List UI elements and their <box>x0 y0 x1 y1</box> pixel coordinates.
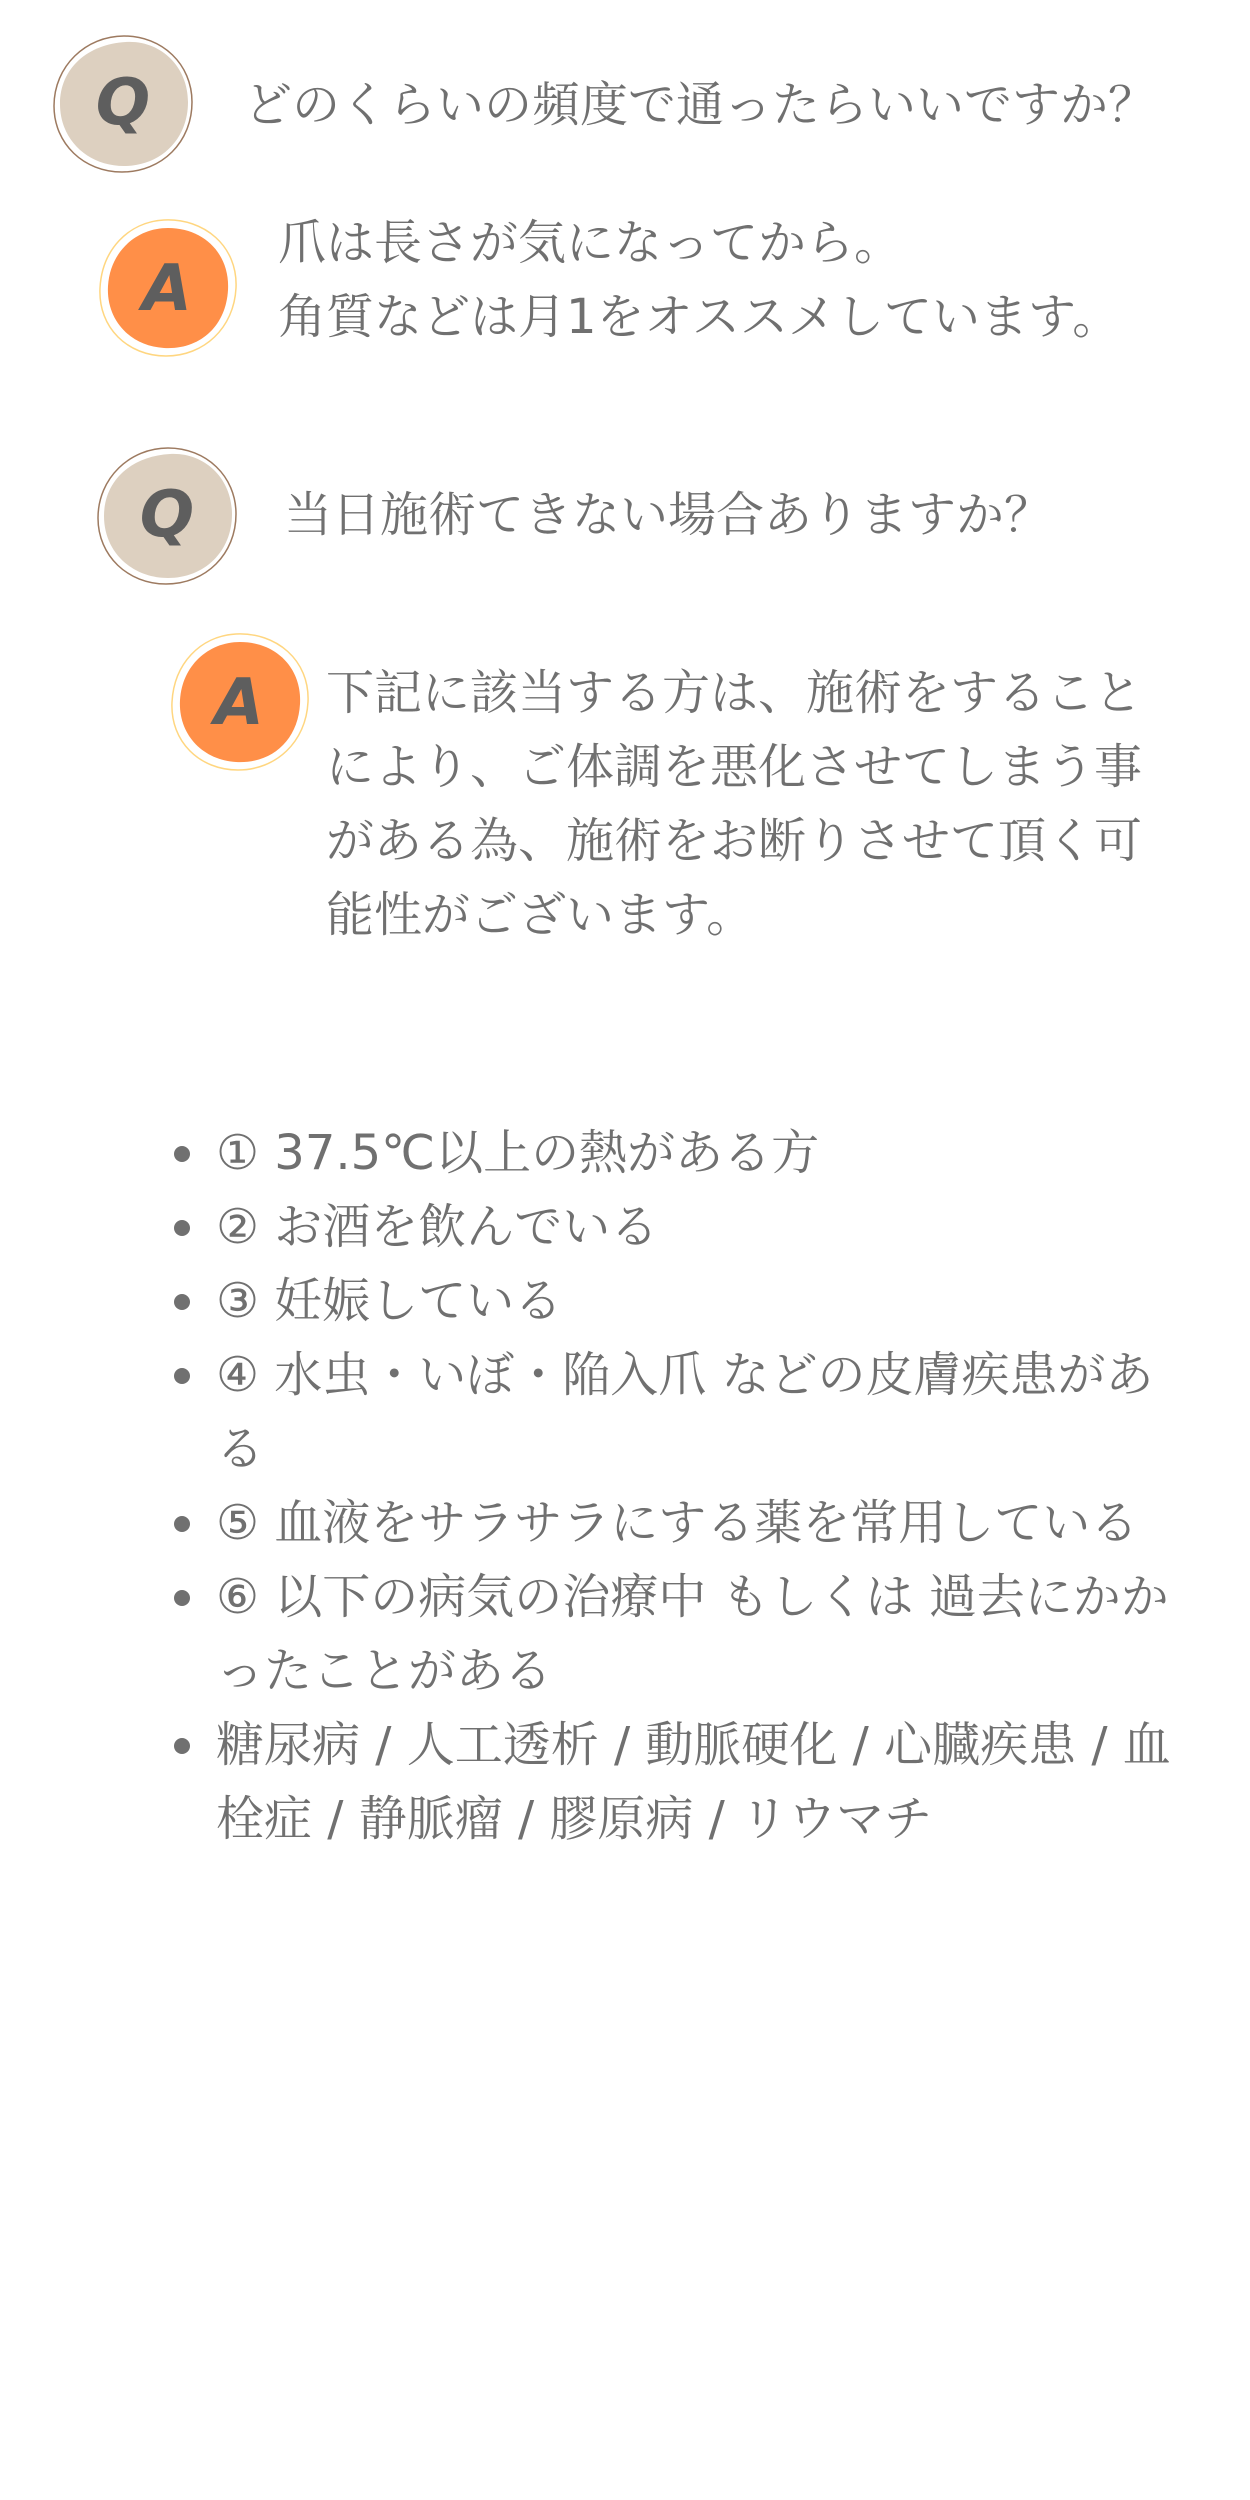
list-item: ① 37.5℃以上の熱がある方 <box>216 1116 1180 1190</box>
list-item: ③ 妊娠している <box>216 1264 1180 1338</box>
answer-text-2: 下記に該当する方は、施術をすること により、ご体調を悪化させてしまう事 がある為、施術をお断りさせて頂く可 能性がございます。 <box>326 665 1143 943</box>
answer-badge-1 <box>92 214 242 364</box>
list-item: ⑥ 以下の病気の治療中 もしくは 過去にかかったことがある <box>216 1560 1180 1708</box>
question-badge-2 <box>92 440 242 590</box>
answer-letter: A <box>142 252 192 326</box>
conditions-list <box>140 1116 1180 1856</box>
answer-text-1: 爪は長さが気になってから。 角質などは月1をオススメしています。 <box>278 215 1121 345</box>
list-item: ④ 水虫・いぼ・陥入爪 などの皮膚疾患がある <box>216 1338 1180 1486</box>
answer-letter: A <box>214 666 264 740</box>
question-badge-1 <box>48 28 198 178</box>
question-letter: Q <box>139 478 195 552</box>
answer-badge-2 <box>164 628 314 778</box>
question-letter: Q <box>95 66 151 140</box>
question-text-2: 当日施術てきない場合ありますか？ <box>284 487 1053 543</box>
list-item: ② お酒を飲んでいる <box>216 1190 1180 1264</box>
list-item: 糖尿病 / 人工透析 / 動脈硬化 / 心臓疾患 / 血栓症 / 静脈瘤 / 膠原病 / リウマチ <box>216 1708 1180 1856</box>
list-item: ⑤ 血液をサラサラにする薬を常用している <box>216 1486 1180 1560</box>
question-text-1: どのくらいの頻度で通ったらいいですか？ <box>244 77 1157 133</box>
